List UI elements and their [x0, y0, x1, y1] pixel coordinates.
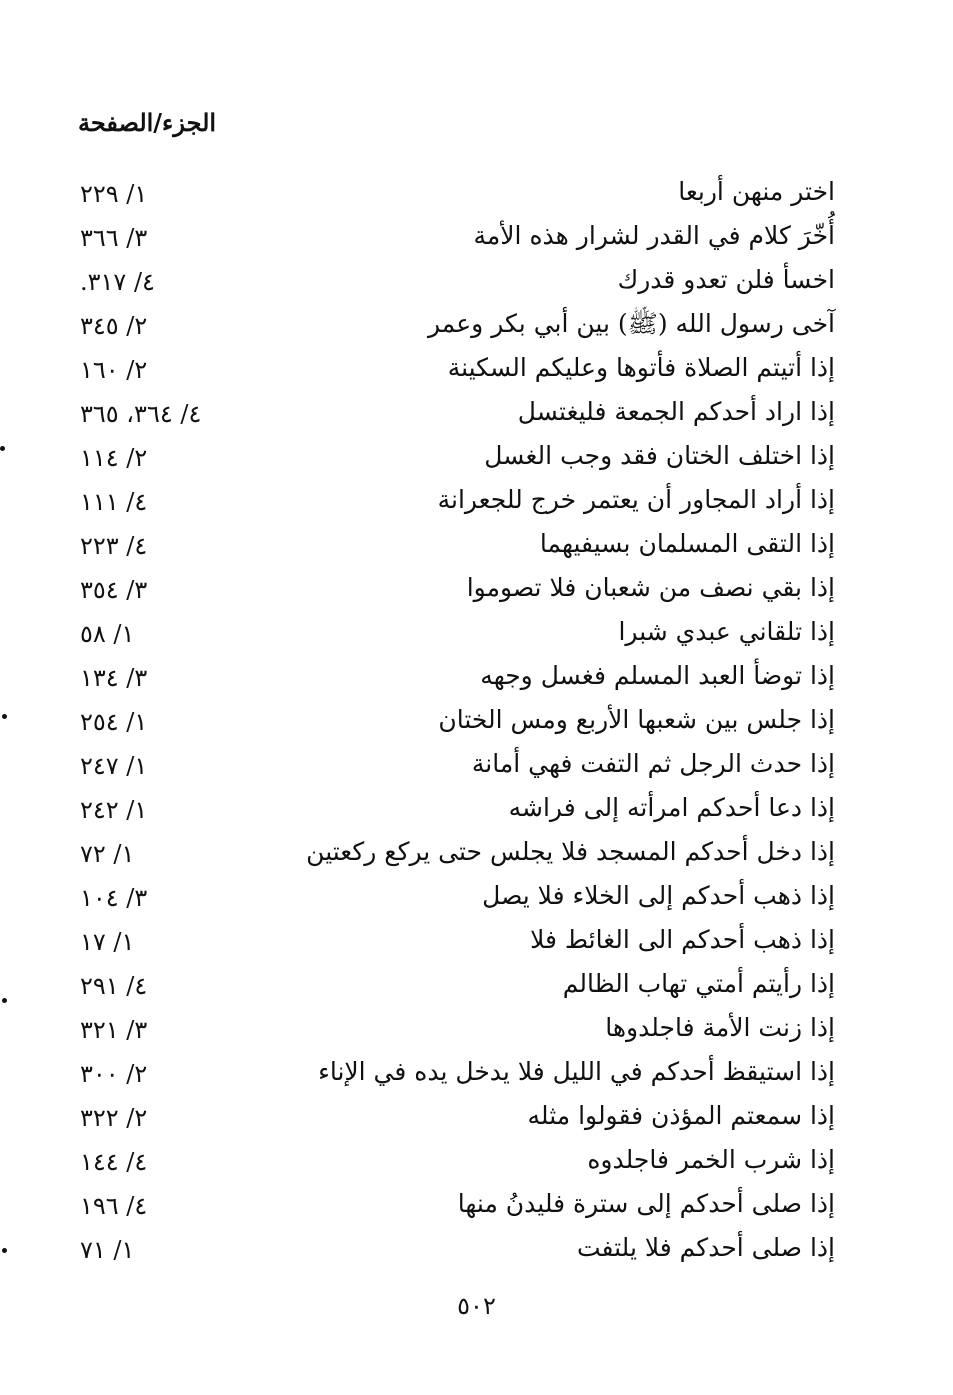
entry-reference: ٢/ ٣٠٠: [80, 1060, 148, 1088]
index-entry: [0, 214, 953, 258]
entry-reference: ١/ ٢٤٧: [80, 752, 148, 780]
index-entry: [0, 302, 953, 346]
index-entry: [0, 1138, 953, 1182]
entry-reference: ٣/ ٣٢١: [80, 1016, 148, 1044]
entry-text: إذا صلى أحدكم إلى سترة فليدنُ منها: [457, 1189, 835, 1218]
index-entry: [0, 1094, 953, 1138]
entry-text: إذا استيقظ أحدكم في الليل فلا يدخل يده في الإناء: [318, 1057, 835, 1086]
entry-reference: ١/ ٢٤٢: [80, 796, 148, 824]
index-entry: [0, 610, 953, 654]
entry-text: إذا اختلف الختان فقد وجب الغسل: [484, 441, 835, 470]
entry-text: إذا دخل أحدكم المسجد فلا يجلس حتى يركع ركعتين: [306, 837, 835, 866]
entry-reference: ٤/ ٢٩١: [80, 972, 148, 1000]
entry-reference: ٢/ ٣٢٢: [80, 1104, 148, 1132]
index-entry: [0, 1226, 953, 1270]
index-entry: [0, 1182, 953, 1226]
entry-text: إذا أراد المجاور أن يعتمر خرج للجعرانة: [437, 485, 835, 514]
entry-reference: ٢/ ١١٤: [80, 444, 148, 472]
index-entry: [0, 566, 953, 610]
index-entry: [0, 522, 953, 566]
entry-reference: ٤/ ٣١٧.: [80, 268, 155, 296]
index-entry: [0, 478, 953, 522]
scan-edge-mark: [2, 1248, 7, 1253]
index-entry: [0, 786, 953, 830]
index-entry: [0, 654, 953, 698]
entry-reference: ١/ ٢٥٤: [80, 708, 148, 736]
index-entry: [0, 170, 953, 214]
page-number: ٥٠٢: [457, 1292, 496, 1320]
entry-text: إذا صلى أحدكم فلا يلتفت: [576, 1233, 835, 1262]
entry-reference: ١/ ٢٢٩: [80, 180, 148, 208]
hadith-index-list: [0, 170, 953, 1270]
entry-text: اخسأ فلن تعدو قدرك: [617, 265, 835, 294]
entry-text: إذا تلقاني عبدي شبرا: [618, 617, 835, 646]
entry-text: إذا شرب الخمر فاجلدوه: [587, 1145, 835, 1174]
entry-reference: ٣/ ١٠٤: [80, 884, 148, 912]
entry-text: آخى رسول الله (ﷺ) بين أبي بكر وعمر: [428, 309, 835, 338]
entry-text: إذا جلس بين شعبها الأربع ومس الختان: [438, 705, 835, 734]
index-entry: [0, 962, 953, 1006]
entry-reference: ٤/ ١٤٤: [80, 1148, 148, 1176]
entry-reference: ٣/ ١٣٤: [80, 664, 148, 692]
entry-reference: ٤/ ١٩٦: [80, 1192, 148, 1220]
scan-edge-mark: [2, 714, 7, 719]
entry-text: إذا زنت الأمة فاجلدوها: [605, 1013, 835, 1042]
index-entry: [0, 258, 953, 302]
entry-reference: ١/ ٧٢: [80, 840, 135, 868]
entry-text: اختر منهن أربعا: [678, 177, 835, 206]
index-entry: [0, 1006, 953, 1050]
entry-text: إذا أتيتم الصلاة فأتوها وعليكم السكينة: [447, 353, 835, 382]
index-entry: [0, 434, 953, 478]
entry-reference: ٤/ ١١١: [80, 488, 148, 516]
entry-reference: ١/ ٥٨: [80, 620, 135, 648]
entry-text: إذا بقي نصف من شعبان فلا تصوموا: [466, 573, 835, 602]
entry-reference: ٣/ ٣٥٤: [80, 576, 148, 604]
index-entry: [0, 390, 953, 434]
index-entry: [0, 830, 953, 874]
entry-reference: ٢/ ٣٤٥: [80, 312, 148, 340]
entry-text: إذا اراد أحدكم الجمعة فليغتسل: [517, 397, 835, 426]
entry-text: إذا رأيتم أمتي تهاب الظالم: [562, 969, 835, 998]
scan-edge-mark: [0, 446, 5, 451]
entry-reference: ١/ ٧١: [80, 1236, 135, 1264]
entry-reference: ٤/ ٢٢٣: [80, 532, 148, 560]
entry-text: أُخّرَ كلام في القدر لشرار هذه الأمة: [473, 221, 835, 250]
entry-text: إذا توضأ العبد المسلم فغسل وجهه: [480, 661, 835, 690]
entry-reference: ١/ ١٧: [80, 928, 135, 956]
entry-reference: ٤/ ٣٦٤، ٣٦٥: [80, 400, 202, 428]
entry-text: إذا التقى المسلمان بسيفيهما: [539, 529, 835, 558]
entry-text: إذا ذهب أحدكم الى الغائط فلا: [530, 925, 835, 954]
entry-reference: ٣/ ٣٦٦: [80, 224, 148, 252]
entry-text: إذا ذهب أحدكم إلى الخلاء فلا يصل: [482, 881, 835, 910]
index-entry: [0, 698, 953, 742]
entry-text: إذا دعا أحدكم امرأته إلى فراشه: [508, 793, 835, 822]
scan-edge-mark: [2, 998, 7, 1003]
entry-reference: ٢/ ١٦٠: [80, 356, 148, 384]
column-title: الجزء/الصفحة: [78, 108, 217, 137]
entry-text: إذا سمعتم المؤذن فقولوا مثله: [527, 1101, 835, 1130]
entry-text: إذا حدث الرجل ثم التفت فهي أمانة: [471, 749, 835, 778]
index-entry: [0, 918, 953, 962]
index-entry: [0, 1050, 953, 1094]
index-entry: [0, 874, 953, 918]
index-entry: [0, 346, 953, 390]
index-entry: [0, 742, 953, 786]
